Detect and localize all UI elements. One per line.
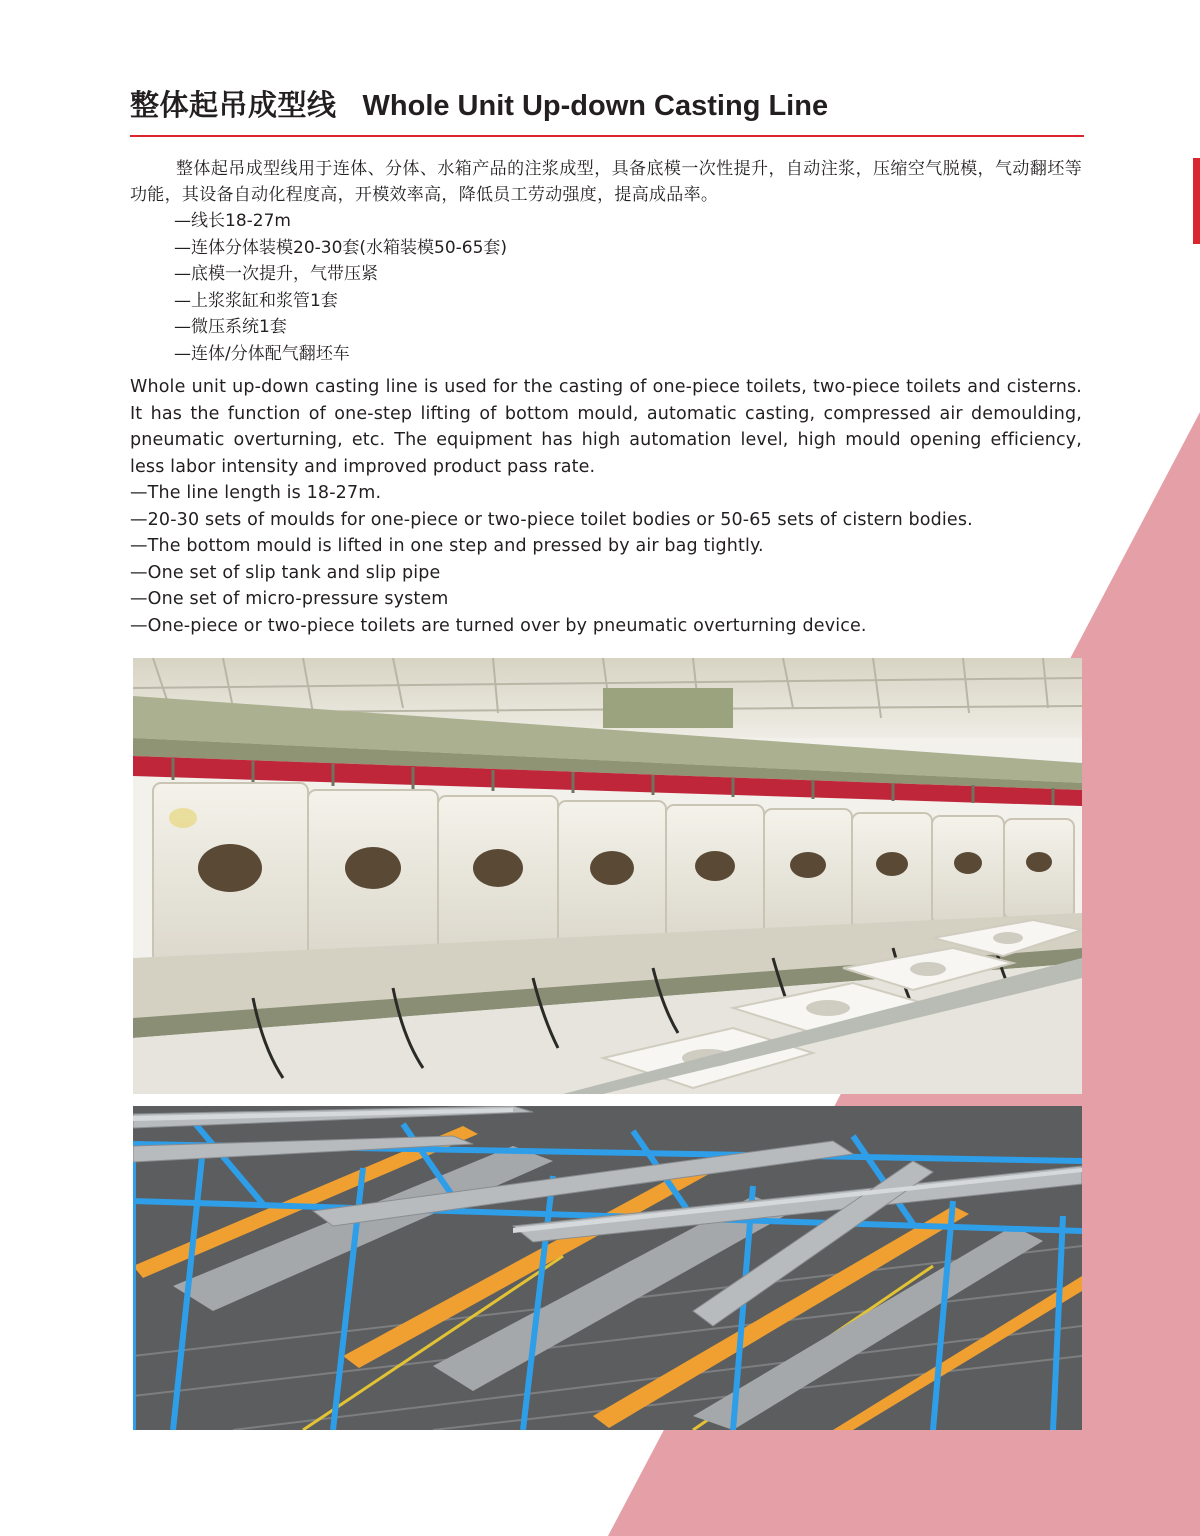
- page-edge-tab: [1193, 158, 1200, 244]
- chinese-feature-item: —底模一次提升，气带压紧: [174, 264, 378, 284]
- chinese-feature-item: —上浆浆缸和浆管1套: [174, 290, 338, 311]
- chinese-intro-paragraph: 整体起吊成型线用于连体、分体、水箱产品的注浆成型，具备底模一次性提升，自动注浆，压缩空气脱模，气动翻坯等功能，其设备自动化程度高，开模效率高，降低员工劳动强度，提高成品率。: [130, 159, 1082, 205]
- chinese-feature-item: —连体/分体配气翻坯车: [174, 343, 350, 364]
- chinese-feature-list: [130, 208, 1082, 367]
- english-feature-item: —One-piece or two-piece toilets are turned over by pneumatic overturning device.: [130, 615, 867, 636]
- english-feature-item: —One set of slip tank and slip pipe: [130, 562, 441, 583]
- page-title: [130, 86, 828, 126]
- chinese-feature-item: —线长18-27m: [174, 211, 291, 231]
- chinese-feature-item: —连体分体装模20-30套(水箱装模50-65套): [174, 237, 508, 258]
- casting-line-illustration: [133, 658, 1082, 1094]
- english-description: [130, 374, 1082, 639]
- title-english: Whole Unit Up-down Casting Line: [362, 90, 829, 122]
- chinese-feature-item: —微压系统1套: [174, 317, 287, 337]
- title-underline: [130, 135, 1084, 137]
- casting-line-3d-illustration: [133, 1106, 1082, 1430]
- english-feature-item: —The line length is 18-27m.: [130, 483, 382, 503]
- casting-line-photo: [133, 658, 1082, 1094]
- chinese-description: [130, 156, 1082, 367]
- english-intro-paragraph: Whole unit up-down casting line is used for the casting of one-piece toilets, two-piece toilets and cisterns. It has the function of one-step lifting of bottom mould, automatic casting, compressed air demoulding, pneumatic overturning, etc. The equipment has high automation level, high mould opening efficiency, less labor intensity and improved product pass rate.: [130, 377, 1082, 477]
- english-feature-list: [130, 480, 1082, 639]
- english-feature-item: —The bottom mould is lifted in one step and pressed by air bag tightly.: [130, 536, 764, 556]
- english-feature-item: —20-30 sets of moulds for one-piece or two-piece toilet bodies or 50-65 sets of cistern bodies.: [130, 509, 973, 530]
- english-feature-item: —One set of micro-pressure system: [130, 589, 449, 609]
- title-chinese: 整体起吊成型线: [130, 90, 337, 122]
- casting-line-3d-render: [133, 1106, 1082, 1430]
